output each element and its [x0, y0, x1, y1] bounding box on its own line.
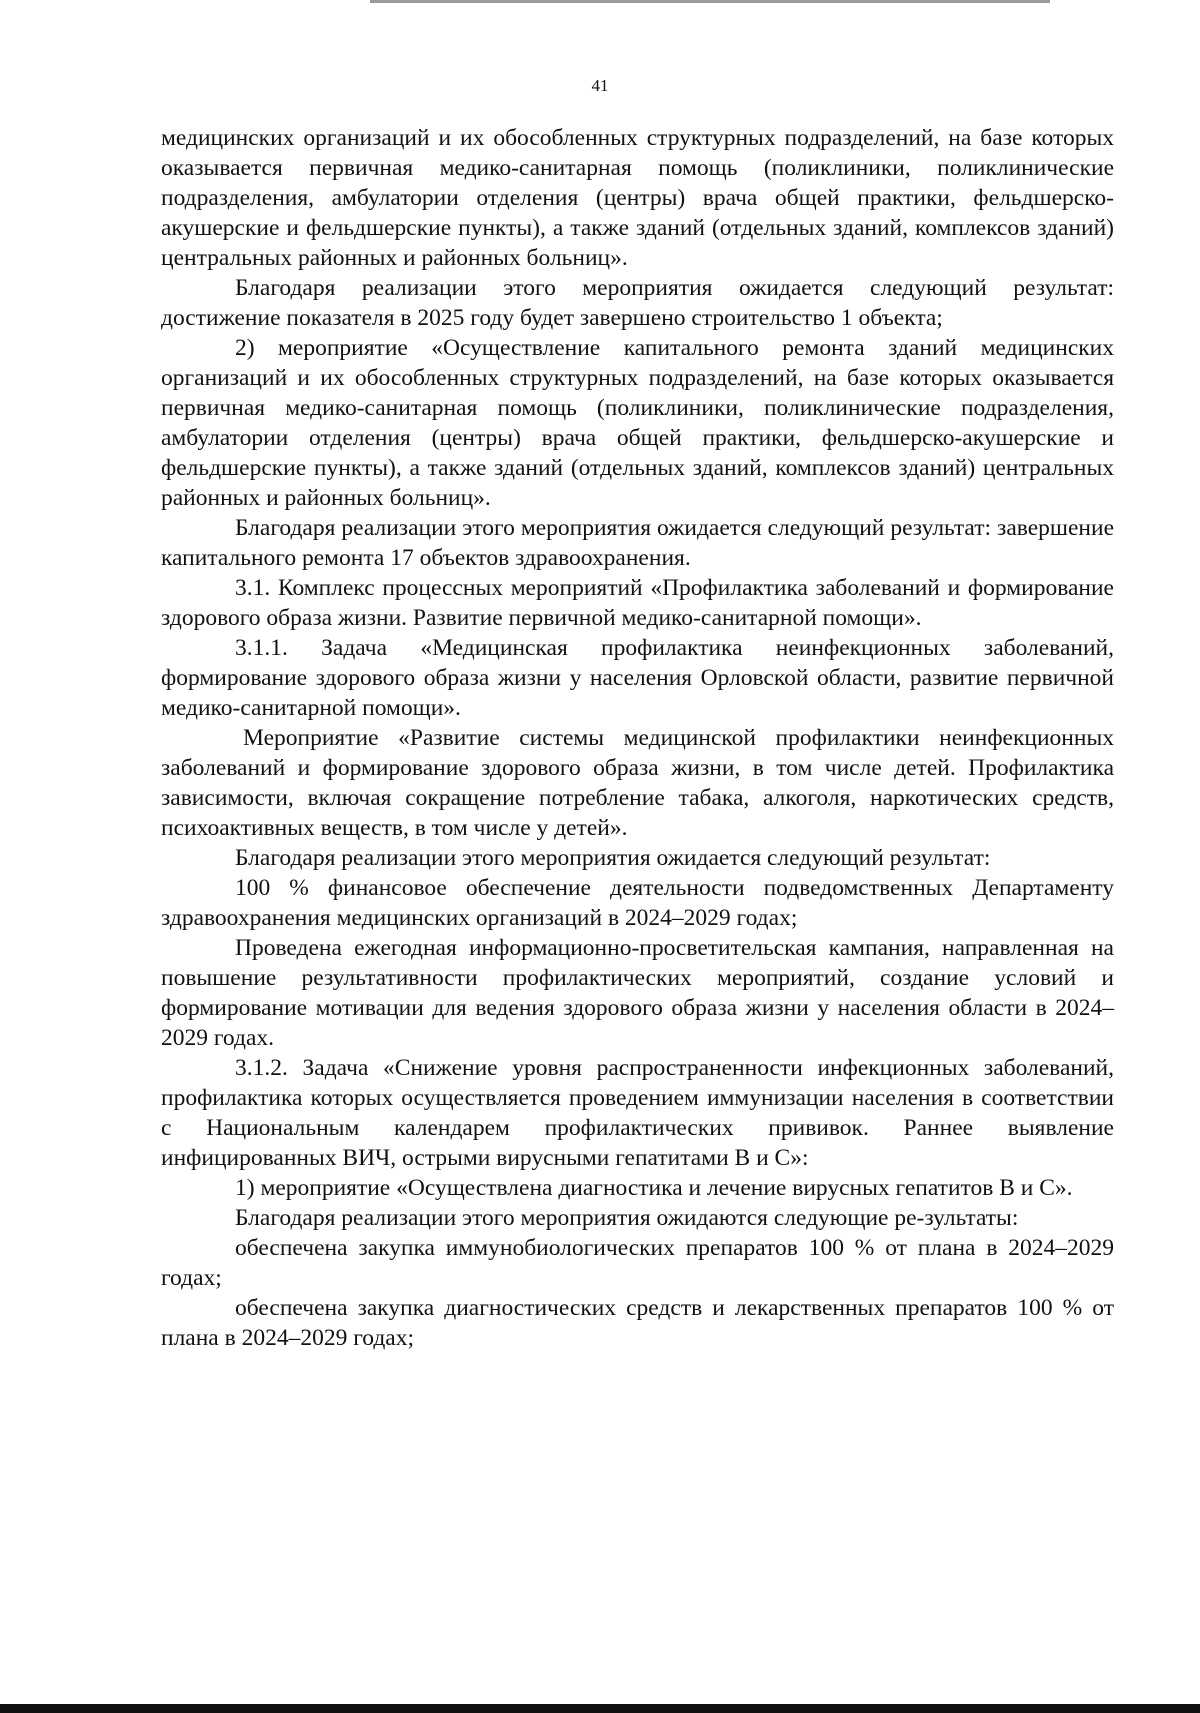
- paragraph-measure-hepatitis: 1) мероприятие «Осуществлена диагностика и лечение вирусных гепатитов В и С».: [235, 1175, 1073, 1201]
- paragraph-results-intro: Благодаря реализации этого мероприятия ожидаются следующие ре-зультаты:: [235, 1205, 1019, 1231]
- paragraph-measure-2: 2) мероприятие «Осуществление капитального ремонта зданий медицинских организаций и их обособленных структурных подразделений, на базе которых оказывается первичная медико-санитарная помощь (поликлиники, поликлинические подразделения, амбулатории отделения (центры) врача общей практики, фельдшерско-акушерские и фельдшерские пункты), а также зданий (отдельных зданий, комплексов зданий) центральных районных и районных больниц».: [161, 335, 1114, 511]
- document-body: [161, 123, 1114, 1353]
- paragraph-result-diagnostics: обеспечена закупка диагностических средств и лекарственных препаратов 100 % от плана в 2024–2029 годах;: [161, 1295, 1114, 1351]
- bottom-scan-edge: [0, 1704, 1200, 1713]
- paragraph-task-3-1-2: 3.1.2. Задача «Снижение уровня распространенности инфекционных заболеваний, профилактика которых осуществляется проведением иммунизации населения в соответствии с Национальным календарем профилактических прививок. Раннее выявление инфицированных ВИЧ, острыми вирусными гепатитами В и С»:: [161, 1055, 1114, 1171]
- paragraph-measure-prevention: Мероприятие «Развитие системы медицинской профилактики неинфекционных заболеваний и формирование здорового образа жизни, в том числе детей. Профилактика зависимости, включая сокращение потребление табака, алкоголя, наркотических средств, психоактивных веществ, в том числе у детей».: [161, 725, 1114, 841]
- paragraph-section-3-1: 3.1. Комплекс процессных мероприятий «Профилактика заболеваний и формирование здорового образа жизни. Развитие первичной медико-санитарной помощи».: [161, 575, 1114, 631]
- paragraph-result-intro: Благодаря реализации этого мероприятия ожидается следующий результат:: [235, 845, 991, 871]
- paragraph-result-funding: 100 % финансовое обеспечение деятельности подведомственных Департаменту здравоохранения медицинских организаций в 2024–2029 годах;: [161, 875, 1114, 931]
- paragraph-result-repair: Благодаря реализации этого мероприятия ожидается следующий результат: завершение капитального ремонта 17 объектов здравоохранения.: [161, 515, 1114, 571]
- paragraph-result-campaign: Проведена ежегодная информационно-просветительская кампания, направленная на повышение результативности профилактических мероприятий, создание условий и формирование мотивации для ведения здорового образа жизни у населения области в 2024–2029 годах.: [161, 935, 1114, 1051]
- paragraph-continuation: медицинских организаций и их обособленных структурных подразделений, на базе которых оказывается первичная медико-санитарная помощь (поликлиники, поликлинические подразделения, амбулатории отделения (центры) врача общей практики, фельдшерско-акушерские и фельдшерские пункты), а также зданий (отдельных зданий, комплексов зданий) центральных районных и районных больниц».: [161, 125, 1114, 271]
- paragraph-task-3-1-1: 3.1.1. Задача «Медицинская профилактика неинфекционных заболеваний, формирование здорового образа жизни у населения Орловской области, развитие первичной медико-санитарной помощи».: [161, 635, 1114, 721]
- paragraph-result-immunobiological: обеспечена закупка иммунобиологических препаратов 100 % от плана в 2024–2029 годах;: [161, 1235, 1114, 1291]
- paragraph-result-construction: Благодаря реализации этого мероприятия ожидается следующий результат: достижение показателя в 2025 году будет завершено строительство 1 объекта;: [161, 275, 1114, 331]
- top-scan-line: [370, 0, 1050, 3]
- page-number: 41: [591, 76, 609, 95]
